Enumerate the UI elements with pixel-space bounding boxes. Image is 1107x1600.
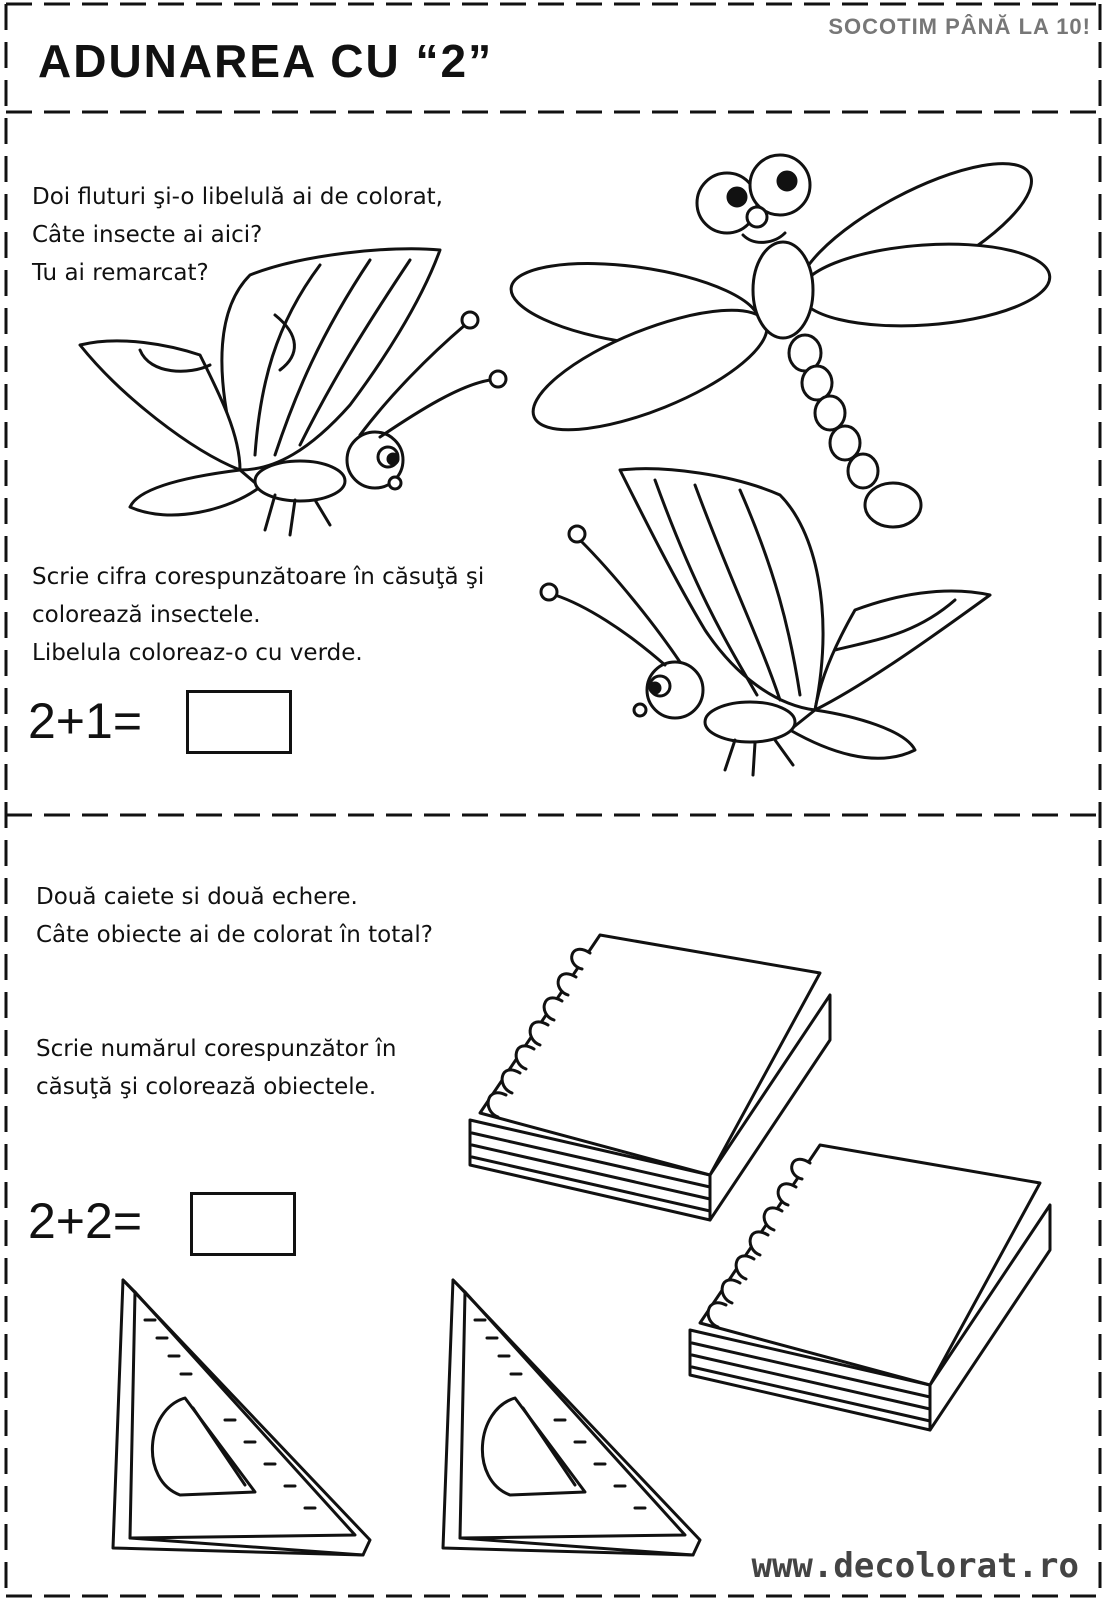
instruction-line: căsuţă şi colorează obiectele. [36,1074,377,1100]
set-square-illustration-left [105,1280,375,1560]
instruction-line: Scrie cifra corespunzătoare în căsuţă şi [32,564,485,590]
intro-line: Câte obiecte ai de colorat în total? [36,922,433,948]
poem-line: Câte insecte ai aici? [32,222,263,248]
instruction-line: Scrie numărul corespunzător în [36,1036,397,1062]
series-tag: SOCOTIM PÂNĂ LA 10! [828,14,1091,39]
answer-box-2[interactable] [190,1192,296,1256]
instruction-line: colorează insectele. [32,602,261,628]
equation-2-plus-1: 2+1= [28,693,143,749]
equation-2-plus-2: 2+2= [28,1193,143,1249]
butterfly-illustration-left [60,245,520,545]
website-footer: www.decolorat.ro [751,1546,1079,1586]
answer-box-1[interactable] [186,690,292,754]
section2-instructions [36,1030,397,1106]
poem-line: Doi fluturi şi-o libelulă ai de colorat, [32,184,443,210]
page-title: ADUNAREA CU “2” [38,35,494,87]
section1-instructions [32,558,484,672]
set-square-illustration-right [435,1280,705,1560]
notebook-illustration-bottom [680,1145,1070,1445]
poem-line: Tu ai remarcat? [32,260,209,286]
section2-intro [36,878,433,954]
intro-line: Două caiete si două echere. [36,884,358,910]
butterfly-illustration-right [535,460,1005,800]
instruction-line: Libelula coloreaz-o cu verde. [32,640,363,666]
